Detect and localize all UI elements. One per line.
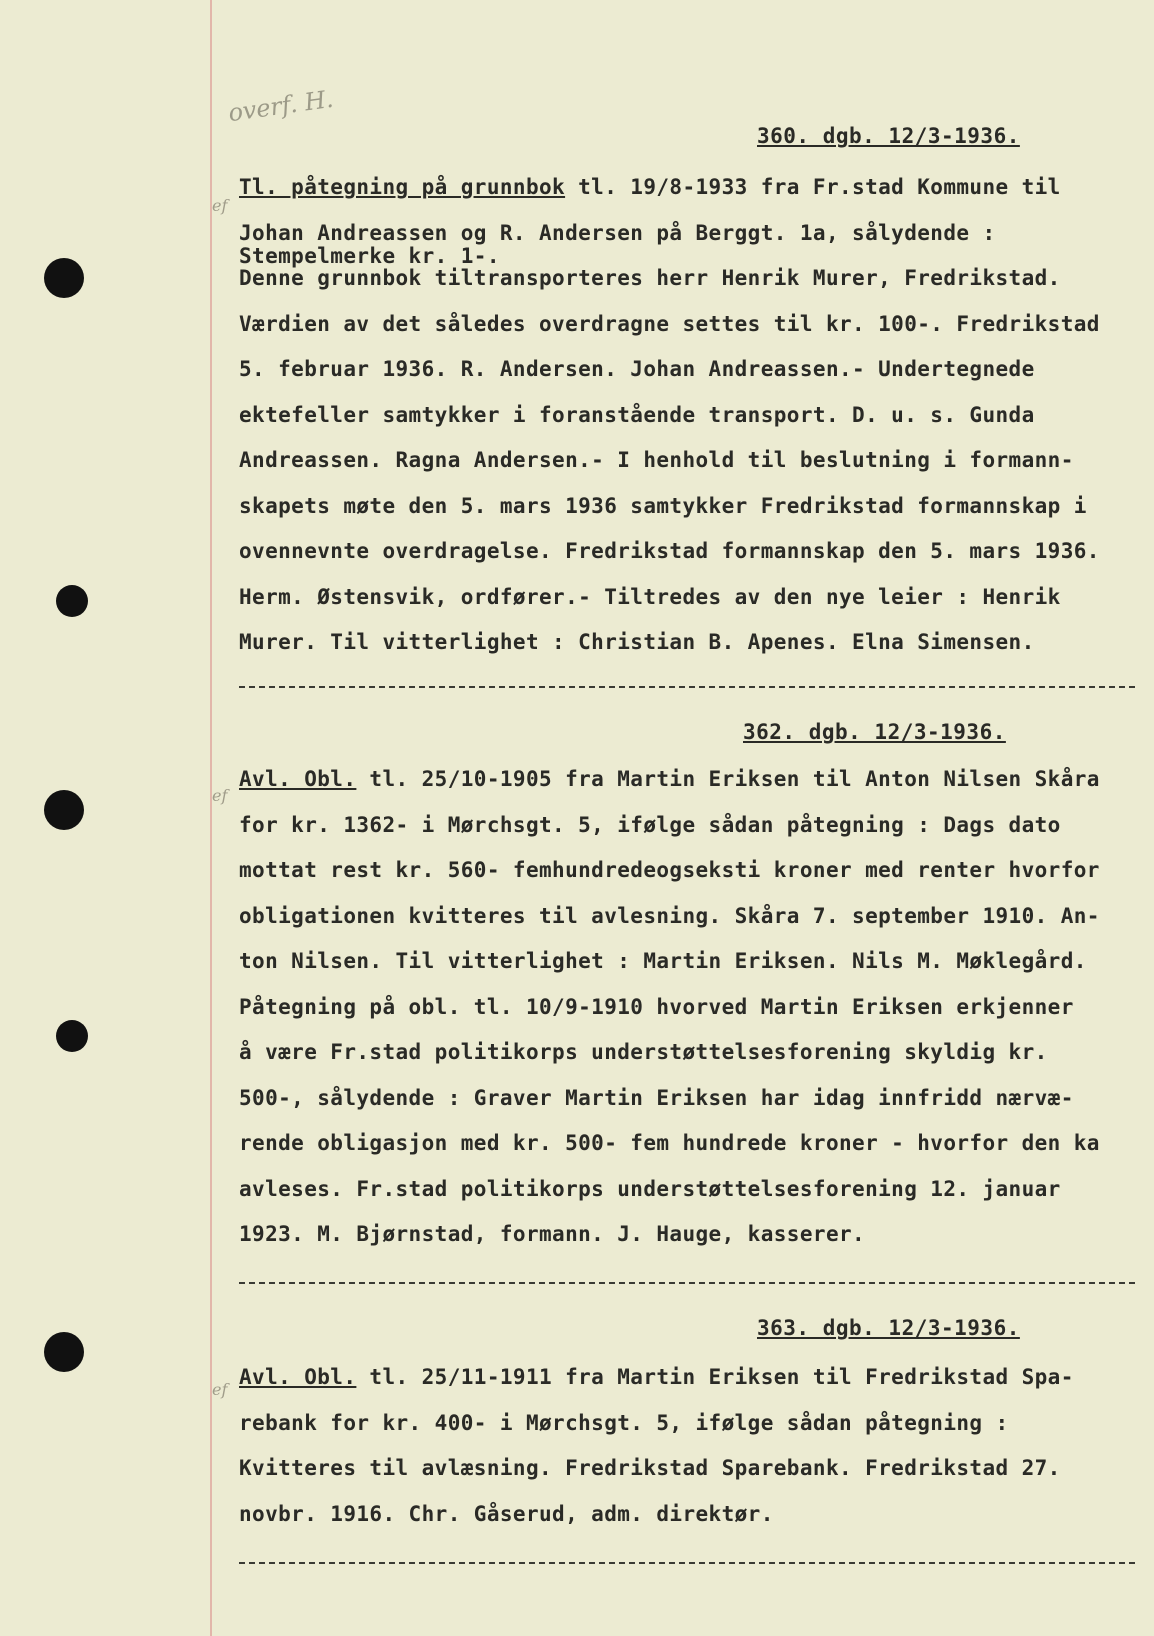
punch-hole — [56, 1020, 88, 1052]
entry-line: Påtegning på obl. tl. 10/9-1910 hvorved Martin Eriksen erkjenner — [239, 995, 1074, 1019]
entry-line: skapets møte den 5. mars 1936 samtykker Fredrikstad formannskap i — [239, 494, 1087, 518]
entry-line: 500-, sålydende : Graver Martin Eriksen har idag innfridd nærvæ- — [239, 1086, 1074, 1110]
punch-hole — [56, 585, 88, 617]
entry-first-rest: tl. 25/11-1911 fra Martin Eriksen til Fredrikstad Spa- — [356, 1365, 1074, 1389]
entry-line: å være Fr.stad politikorps understøttelsesforening skyldig kr. — [239, 1040, 1048, 1064]
entry-first-rest: tl. 19/8-1933 fra Fr.stad Kommune til — [565, 175, 1061, 199]
entry-line: Herm. Østensvik, ordfører.- Tiltredes av den nye leier : Henrik — [239, 585, 1061, 609]
punch-hole — [44, 1332, 84, 1372]
entry-line: avleses. Fr.stad politikorps understøttelsesforening 12. januar — [239, 1177, 1061, 1201]
entry-line: 5. februar 1936. R. Andersen. Johan Andreassen.- Undertegnede — [239, 357, 1035, 381]
entry-line: for kr. 1362- i Mørchsgt. 5, ifølge sådan påtegning : Dags dato — [239, 813, 1061, 837]
entry-lead: Avl. Obl. — [239, 1365, 357, 1389]
entry-line: ton Nilsen. Til vitterlighet : Martin Eriksen. Nils M. Møklegård. — [239, 949, 1087, 973]
entry-first-rest: tl. 25/10-1905 fra Martin Eriksen til Anton Nilsen Skåra — [356, 767, 1100, 791]
margin-tick: ef — [212, 1380, 228, 1399]
entry-line: obligationen kvitteres til avlesning. Skåra 7. september 1910. An- — [239, 904, 1100, 928]
entry-first-line — [239, 1364, 1074, 1390]
separator — [239, 1282, 1135, 1284]
margin-note: overf. H. — [226, 84, 335, 128]
entry-lead: Avl. Obl. — [239, 767, 357, 791]
entry-number: 360. dgb. 12/3-1936. — [757, 124, 1020, 148]
separator — [239, 686, 1135, 688]
entry-line: Andreassen. Ragna Andersen.- I henhold til beslutning i formann- — [239, 448, 1074, 472]
separator — [239, 1562, 1135, 1564]
entry-line: Johan Andreassen og R. Andersen på Berggt. 1a, sålydende : — [239, 221, 996, 245]
entry-line: Kvitteres til avlæsning. Fredrikstad Sparebank. Fredrikstad 27. — [239, 1456, 1061, 1480]
entry-line: ovennevnte overdragelse. Fredrikstad formannskap den 5. mars 1936. — [239, 539, 1100, 563]
entry-line: rebank for kr. 400- i Mørchsgt. 5, ifølge sådan påtegning : — [239, 1411, 1009, 1435]
entry-number: 362. dgb. 12/3-1936. — [743, 720, 1006, 744]
entry-line: Denne grunnbok tiltransporteres herr Henrik Murer, Fredrikstad. — [239, 266, 1061, 290]
entry-line: mottat rest kr. 560- femhundredeogseksti kroner med renter hvorfor — [239, 858, 1100, 882]
entry-lead: Tl. påtegning på grunnbok — [239, 175, 566, 199]
punch-hole — [44, 258, 84, 298]
entry-first-line — [239, 174, 1061, 200]
entry-first-line — [239, 766, 1100, 792]
entry-line: Stempelmerke kr. 1-. — [239, 244, 500, 268]
margin-tick: ef — [212, 196, 228, 215]
entry-line: ektefeller samtykker i foranstående transport. D. u. s. Gunda — [239, 403, 1035, 427]
entry-line: rende obligasjon med kr. 500- fem hundrede kroner - hvorfor den ka — [239, 1131, 1100, 1155]
entry-line: Murer. Til vitterlighet : Christian B. Apenes. Elna Simensen. — [239, 630, 1035, 654]
entry-line: novbr. 1916. Chr. Gåserud, adm. direktør. — [239, 1502, 774, 1526]
punch-hole — [44, 790, 84, 830]
margin-tick: ef — [212, 786, 228, 805]
entry-line: 1923. M. Bjørnstad, formann. J. Hauge, kasserer. — [239, 1222, 866, 1246]
entry-line: Værdien av det således overdragne settes til kr. 100-. Fredrikstad — [239, 312, 1100, 336]
entry-number: 363. dgb. 12/3-1936. — [757, 1316, 1020, 1340]
